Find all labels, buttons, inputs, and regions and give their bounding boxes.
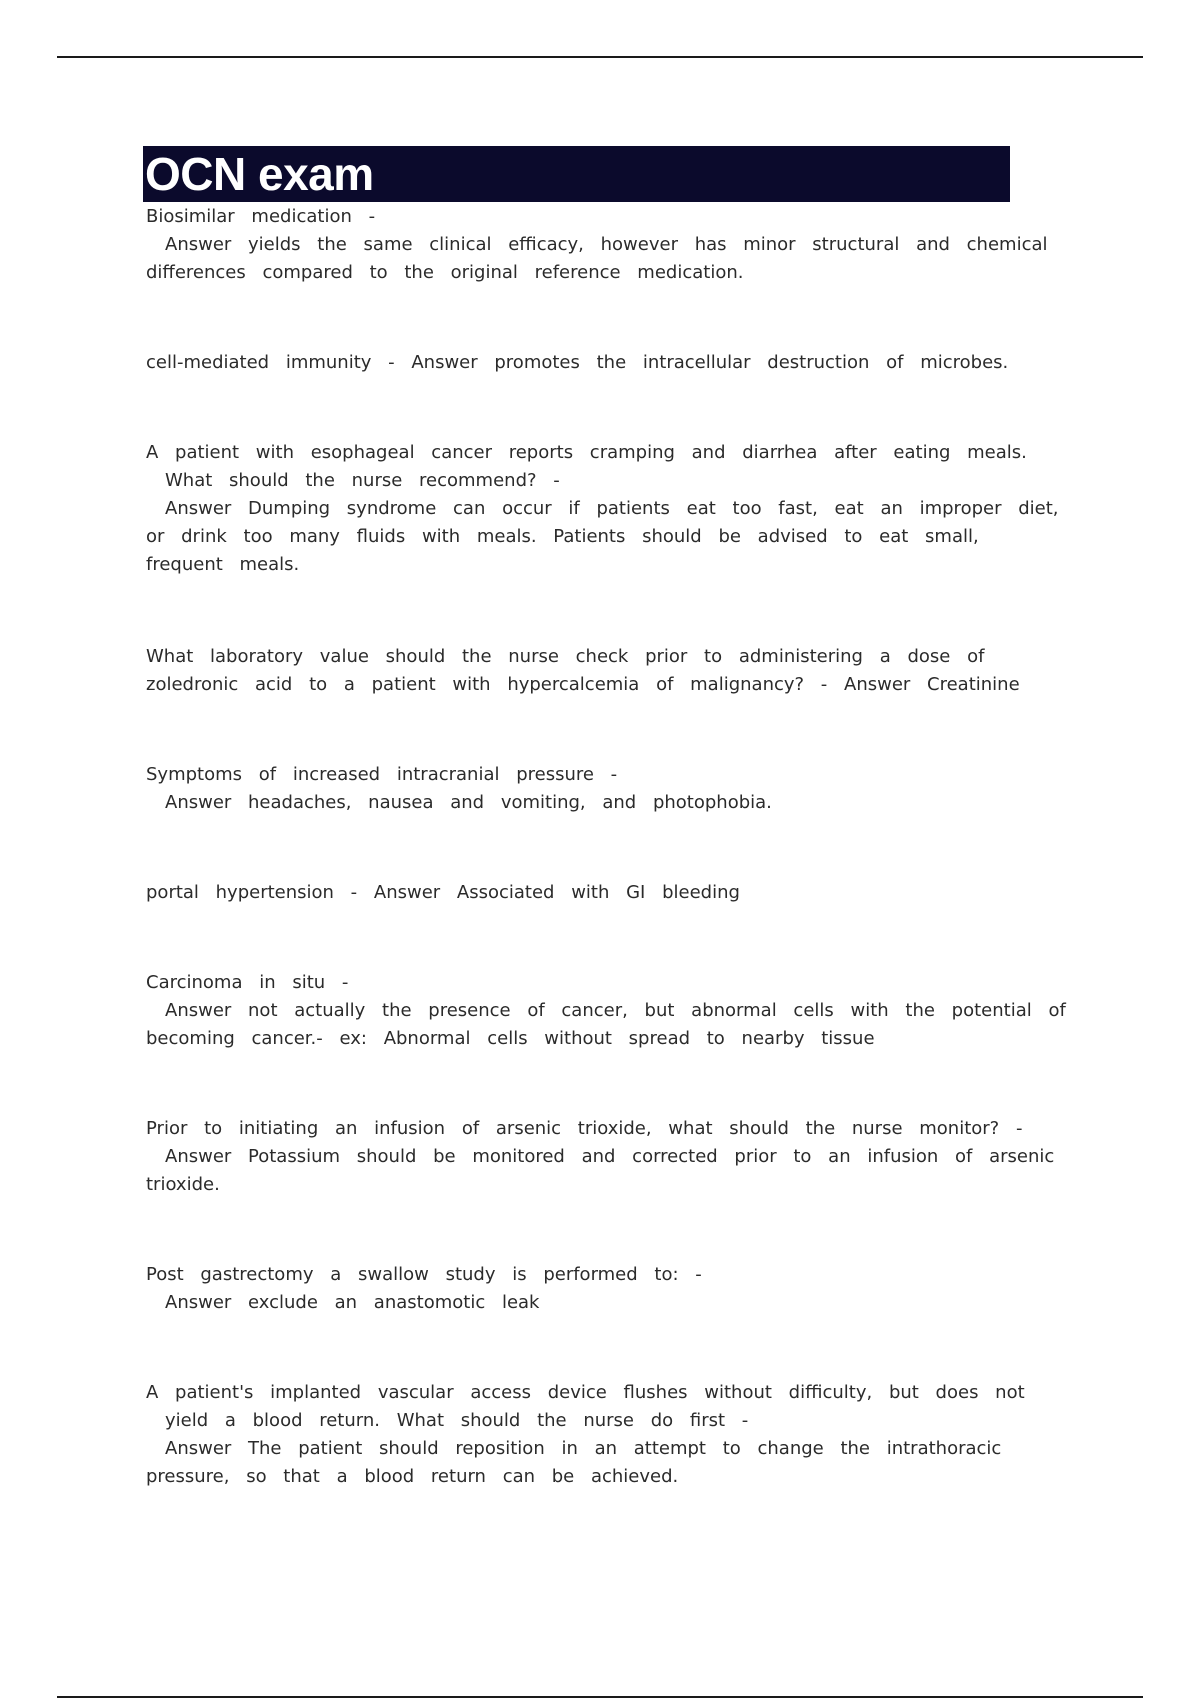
question-text: portal hypertension -: [146, 882, 374, 903]
bottom-rule: [57, 1696, 1143, 1698]
qa-item-4: [146, 643, 1066, 699]
answer-text: Answer headaches, nausea and vomiting, and photophobia.: [165, 792, 772, 813]
question-text: Post gastrectomy a swallow study is performed to: -: [146, 1264, 702, 1285]
question-text: A patient with esophageal cancer reports cramping and diarrhea after eating meals. What should the nurse recommend? -: [146, 442, 1027, 491]
question-text: Biosimilar medication -: [146, 206, 376, 227]
question-text: A patient's implanted vascular access device flushes without difficulty, but does not yield a blood return. What should the nurse do first -: [146, 1382, 1025, 1431]
qa-item-2: [146, 349, 1066, 377]
qa-item-10: [146, 1379, 1066, 1491]
question-text: Carcinoma in situ -: [146, 972, 349, 993]
qa-item-5: [146, 761, 1066, 817]
answer-text: Answer Dumping syndrome can occur if patients eat too fast, eat an improper diet, or drink too many fluids with meals. Patients should be advised to eat small, frequent meals.: [146, 498, 1059, 575]
answer-text: Answer exclude an anastomotic leak: [165, 1292, 540, 1313]
qa-item-1: [146, 203, 1066, 287]
qa-item-9: [146, 1261, 1066, 1317]
qa-list: [146, 203, 1066, 1491]
qa-item-6: [146, 879, 1066, 907]
answer-text: Answer not actually the presence of cancer, but abnormal cells with the potential of becoming cancer.- ex: Abnormal cells without spread to nearby tissue: [146, 1000, 1066, 1049]
question-text: Symptoms of increased intracranial pressure -: [146, 764, 618, 785]
top-rule: [57, 56, 1143, 58]
qa-item-8: [146, 1115, 1066, 1199]
answer-text: Answer Associated with GI bleeding: [373, 882, 740, 903]
answer-text: Answer Creatinine: [844, 674, 1020, 695]
answer-text: Answer promotes the intracellular destruction of microbes.: [411, 352, 1009, 373]
title-banner: [143, 146, 1010, 202]
answer-text: Answer Potassium should be monitored and corrected prior to an infusion of arsenic trioxide.: [146, 1146, 1055, 1195]
qa-item-7: [146, 969, 1066, 1053]
question-text: Prior to initiating an infusion of arsenic trioxide, what should the nurse monitor? -: [146, 1118, 1023, 1139]
answer-text: Answer The patient should reposition in an attempt to change the intrathoracic pressure, so that a blood return can be achieved.: [146, 1438, 1002, 1487]
qa-item-3: [146, 439, 1066, 579]
answer-text: Answer yields the same clinical efficacy, however has minor structural and chemical differences compared to the original reference medication.: [146, 234, 1048, 283]
document-title: OCN exam: [145, 148, 374, 200]
question-text: What laboratory value should the nurse check prior to administering a dose of zoledronic acid to a patient with hypercalcemia of malignancy? -: [146, 646, 985, 695]
question-text: cell-mediated immunity -: [146, 352, 412, 373]
